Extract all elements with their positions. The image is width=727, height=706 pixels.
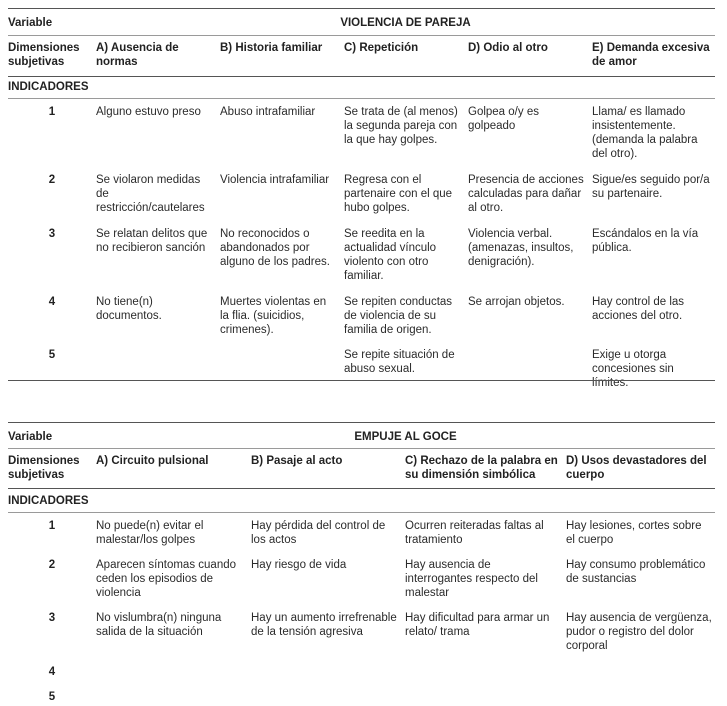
table-cell: Hay dificultad para armar un relato/ trama	[405, 612, 550, 638]
row-number: 4	[48, 666, 56, 678]
rule-under-indicadores	[8, 98, 715, 99]
table-cell: Se reedita en la actualidad vínculo violento con otro familiar.	[344, 228, 437, 282]
table-cell: Ocurren reiteradas faltas al tratamiento	[405, 520, 544, 546]
column-header-d: D) Usos devastadores del cuerpo	[566, 455, 707, 481]
row-number: 2	[48, 559, 56, 571]
column-header-b: B) Historia familiar	[220, 42, 323, 54]
table-cell: Se relatan delitos que no recibieron sanción	[96, 228, 208, 254]
table-cell: Hay ausencia de vergüenza, pudor o registro del dolor corporal	[566, 612, 712, 652]
table-cell: Hay lesiones, cortes sobre el cuerpo	[566, 520, 702, 546]
row-number: 5	[48, 691, 56, 703]
dimensions-label: Dimensiones subjetivas	[8, 455, 80, 481]
row-number: 4	[48, 296, 56, 308]
column-header-c: C) Rechazo de la palabra en su dimensión simbólica	[405, 455, 558, 481]
table-cell: Hay un aumento irrefrenable de la tensión agresiva	[251, 612, 397, 638]
row-number: 1	[48, 520, 56, 532]
table-cell: Se trata de (al menos) la segunda pareja con la que hay golpes.	[344, 106, 458, 146]
table-cell: No reconocidos o abandonados por alguno de los padres.	[220, 228, 330, 268]
rule-under-indicadores	[8, 512, 715, 513]
rule-under-title	[8, 35, 715, 36]
table-cell: Aparecen síntomas cuando ceden los episodios de violencia	[96, 559, 237, 599]
table-cell: Violencia verbal. (amenazas, insultos, denigración).	[468, 228, 574, 268]
table-cell: Hay consumo problemático de sustancias	[566, 559, 706, 585]
table-cell: Hay control de las acciones del otro.	[592, 296, 685, 322]
table-cell: Abuso intrafamiliar	[220, 106, 316, 118]
table-cell: Escándalos en la vía pública.	[592, 228, 699, 254]
table-cell: Se violaron medidas de restricción/cautelares	[96, 174, 205, 214]
rule-under-headers	[8, 76, 715, 77]
rule-under-headers	[8, 488, 715, 489]
row-number: 5	[48, 349, 56, 361]
row-number: 2	[48, 174, 56, 186]
table-cell: Presencia de acciones calculadas para dañar al otro.	[468, 174, 584, 214]
table-violencia-de-pareja	[8, 8, 715, 389]
table-cell: Se arrojan objetos.	[468, 296, 565, 308]
table-cell: Hay riesgo de vida	[251, 559, 347, 571]
column-header-c: C) Repetición	[344, 42, 419, 54]
rule-top	[8, 422, 715, 423]
dimensions-label: Dimensiones subjetivas	[8, 42, 80, 68]
table-cell: Regresa con el partenaire con el que hubo golpes.	[344, 174, 453, 214]
table-title: EMPUJE AL GOCE	[354, 431, 457, 443]
table-cell: Alguno estuvo preso	[96, 106, 201, 118]
table-cell: No vislumbra(n) ninguna salida de la situación	[96, 612, 222, 638]
row-number: 3	[48, 612, 56, 624]
table-cell: Hay ausencia de interrogantes respecto del malestar	[405, 559, 538, 599]
table-title: VIOLENCIA DE PAREJA	[340, 17, 471, 29]
column-header-a: A) Ausencia de normas	[96, 42, 179, 68]
table-cell: Violencia intrafamiliar	[220, 174, 330, 186]
column-header-e: E) Demanda excesiva de amor	[592, 42, 710, 68]
table-cell: Exige u otorga concesiones sin límites.	[592, 349, 674, 389]
indicadores-label: INDICADORES	[8, 81, 89, 93]
row-number: 1	[48, 106, 56, 118]
rule-bottom	[8, 380, 715, 381]
table-empuje-al-goce	[8, 422, 715, 706]
variable-label: Variable	[8, 431, 53, 443]
table-cell: Golpea o/y es golpeado	[468, 106, 539, 132]
column-header-d: D) Odio al otro	[468, 42, 548, 54]
table-cell: No tiene(n) documentos.	[96, 296, 162, 322]
table-cell: Se repiten conductas de violencia de su familia de origen.	[344, 296, 453, 336]
rule-under-title	[8, 448, 715, 449]
indicadores-label: INDICADORES	[8, 495, 89, 507]
table-cell: Muertes violentas en la flia. (suicidios, crimenes).	[220, 296, 327, 336]
column-header-a: A) Circuito pulsional	[96, 455, 209, 467]
table-cell: Se repite situación de abuso sexual.	[344, 349, 455, 375]
rule-top	[8, 8, 715, 9]
table-cell: Sigue/es seguido por/a su partenaire.	[592, 174, 710, 200]
table-cell: Hay pérdida del control de los actos	[251, 520, 386, 546]
table-cell: Llama/ es llamado insistentemente. (demanda la palabra del otro).	[592, 106, 698, 160]
column-header-b: B) Pasaje al acto	[251, 455, 343, 467]
table-cell: No puede(n) evitar el malestar/los golpes	[96, 520, 204, 546]
variable-label: Variable	[8, 17, 53, 29]
row-number: 3	[48, 228, 56, 240]
